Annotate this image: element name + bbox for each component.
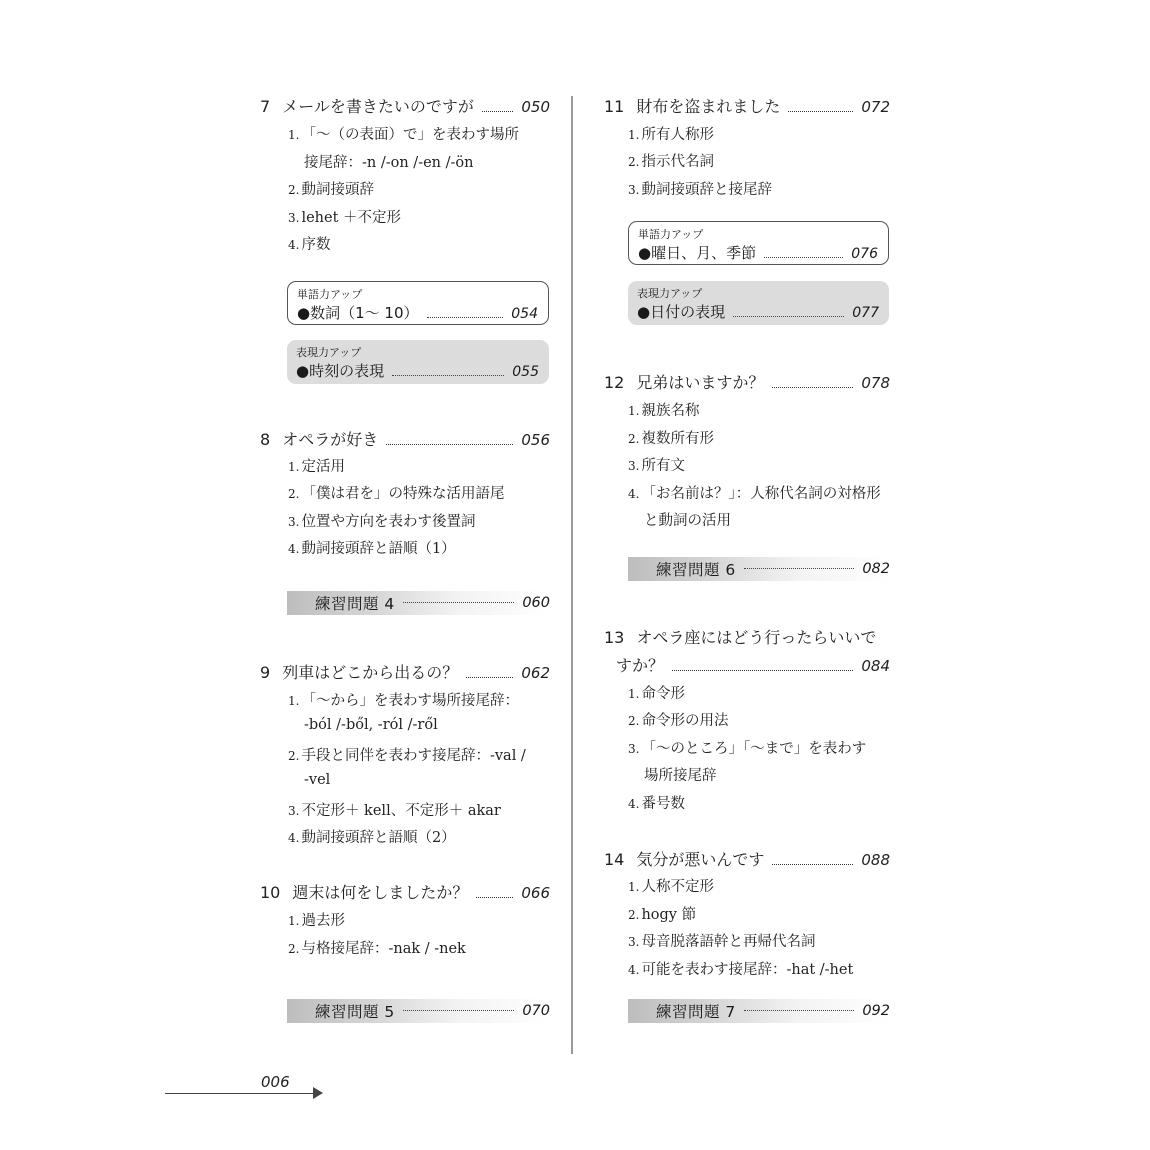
chapter-title: 気分が悪いんです	[636, 850, 765, 869]
list-item: 3. 動詞接頭辞と接尾辞	[628, 182, 772, 198]
page-ref: 066	[521, 884, 550, 902]
chapter-number: 11	[604, 97, 625, 116]
list-item: 2. 「僕は君を」の特殊な活用語尾	[288, 486, 505, 502]
list-item: 1. 過去形	[288, 913, 345, 929]
expression-box[interactable]	[628, 281, 889, 325]
chapter-number: 13	[604, 628, 625, 647]
chapter-number: 14	[604, 850, 625, 869]
exercise-label: 練習問題 6	[656, 561, 736, 579]
chapter-title: 列車はどこから出るの？	[282, 663, 459, 682]
page-ref: 050	[521, 98, 550, 116]
leader-dots	[764, 257, 843, 258]
leader-dots	[482, 111, 513, 112]
vocab-box[interactable]	[628, 221, 889, 265]
chapter-title: 財布を盗まれました	[636, 97, 781, 116]
list-item: 4. 「お名前は？」：人称代名詞の対格形	[628, 486, 881, 502]
list-item: 2. 動詞接頭辞	[288, 182, 374, 198]
chapter-title: オペラ座にはどう行ったらいいで	[636, 628, 877, 647]
page-ref: 054	[511, 306, 538, 322]
page-ref: 084	[861, 657, 890, 675]
chapter-title-continued: すか？	[616, 656, 665, 675]
page-ref: 082	[862, 561, 890, 577]
exercise-6[interactable]	[628, 557, 890, 581]
leader-dots	[386, 444, 513, 445]
list-item: 2. 指示代名詞	[628, 154, 714, 170]
box-title: ●日付の表現	[637, 303, 726, 321]
leader-dots	[772, 387, 853, 388]
list-item: 1. 人称不定形	[628, 879, 714, 895]
list-item: 3. lehet ＋不定形	[288, 210, 402, 226]
chapter-11-heading[interactable]	[604, 94, 890, 117]
list-item: 2. 命令形の用法	[628, 713, 729, 729]
box-label: 表現力アップ	[637, 287, 703, 300]
page-ref: 055	[512, 364, 539, 380]
exercise-5[interactable]	[287, 999, 550, 1023]
list-item: 2. 手段と同伴を表わす接尾辞：-val /	[288, 748, 526, 764]
list-item: 4. 番号数	[628, 796, 685, 812]
chapter-number: 9	[260, 663, 271, 682]
box-title: ●曜日、月、季節	[638, 244, 757, 262]
expression-box[interactable]	[287, 340, 549, 384]
list-item: 4. 可能を表わす接尾辞：-hat /-het	[628, 962, 854, 978]
leader-dots	[744, 1010, 855, 1011]
column-divider	[571, 96, 573, 1054]
page-ref: 088	[861, 851, 890, 869]
list-item: 1. 「～（の表面）で」を表わす場所	[288, 127, 519, 143]
chapter-7-heading[interactable]	[260, 94, 550, 117]
page-ref: 076	[851, 246, 878, 262]
leader-dots	[788, 111, 853, 112]
chapter-title: 週末は何をしましたか？	[292, 883, 469, 902]
leader-dots	[772, 864, 853, 865]
box-title: ●時刻の表現	[296, 362, 385, 380]
list-item: 3. 母音脱落語幹と再帰代名詞	[628, 934, 816, 950]
box-label: 表現力アップ	[296, 346, 362, 359]
exercise-label: 練習問題 7	[656, 1003, 736, 1021]
list-item: 4. 序数	[288, 237, 331, 253]
list-item: 3. 位置や方向を表わす後置詞	[288, 514, 476, 530]
list-item: 3. 「～のところ」「～まで」を表わす	[628, 741, 867, 757]
list-item-continued: -vel	[304, 772, 331, 788]
chapter-14-heading[interactable]	[604, 847, 890, 870]
leader-dots	[392, 375, 504, 376]
list-item-continued: -ból /-ből, -ról /-ről	[304, 717, 438, 733]
leader-dots	[476, 897, 513, 898]
page-ref: 092	[862, 1003, 890, 1019]
leader-dots	[427, 317, 504, 318]
page-ref: 072	[861, 98, 890, 116]
list-item: 1. 命令形	[628, 686, 685, 702]
list-item-continued: と動詞の活用	[644, 513, 731, 529]
list-item: 4. 動詞接頭辞と語順（1）	[288, 541, 456, 557]
leader-dots	[733, 316, 844, 317]
list-item-continued: 接尾辞：-n /-on /-en /-ön	[304, 155, 474, 171]
list-item: 2. 複数所有形	[628, 431, 714, 447]
page-ref: 077	[852, 305, 879, 321]
page-ref: 060	[522, 595, 550, 611]
footer-page-number: 006	[261, 1073, 290, 1091]
box-label: 単語力アップ	[638, 228, 704, 241]
page-ref: 056	[521, 431, 550, 449]
chapter-number: 8	[260, 430, 271, 449]
list-item: 1. 所有人称形	[628, 127, 714, 143]
chapter-number: 10	[260, 883, 281, 902]
exercise-label: 練習問題 5	[315, 1003, 395, 1021]
chapter-title: メールを書きたいのですが	[282, 97, 474, 116]
leader-dots	[403, 1010, 515, 1011]
footer-rule	[165, 1093, 315, 1094]
leader-dots	[466, 677, 513, 678]
list-item-continued: 場所接尾辞	[644, 768, 717, 784]
exercise-7[interactable]	[628, 999, 890, 1023]
leader-dots	[403, 602, 515, 603]
chapter-12-heading[interactable]	[604, 370, 890, 393]
chapter-number: 7	[260, 97, 271, 116]
list-item: 3. 所有文	[628, 458, 685, 474]
chapter-number: 12	[604, 373, 625, 392]
chapter-9-heading[interactable]	[260, 660, 550, 683]
list-item: 3. 不定形＋ kell、不定形＋ akar	[288, 803, 501, 819]
list-item: 4. 動詞接頭辞と語順（2）	[288, 830, 456, 846]
list-item: 2. hogy 節	[628, 907, 697, 923]
chapter-13-heading-continued[interactable]	[616, 653, 890, 676]
chapter-10-heading[interactable]	[260, 880, 550, 903]
chapter-13-heading[interactable]	[604, 625, 890, 648]
list-item: 2. 与格接尾辞：-nak / -nek	[288, 941, 466, 957]
chapter-title: 兄弟はいますか？	[636, 373, 765, 392]
exercise-4[interactable]	[287, 591, 550, 615]
vocab-box[interactable]	[287, 281, 549, 325]
leader-dots	[744, 568, 855, 569]
list-item: 1. 定活用	[288, 459, 345, 475]
box-title: ●数詞（1～ 10）	[297, 304, 419, 322]
page-ref: 078	[861, 374, 890, 392]
page-ref: 070	[522, 1003, 550, 1019]
chapter-title: オペラが好き	[282, 430, 379, 449]
chapter-8-heading[interactable]	[260, 427, 550, 450]
arrow-right-icon	[313, 1087, 323, 1099]
list-item: 1. 「～から」を表わす場所接尾辞：	[288, 693, 519, 709]
list-item: 1. 親族名称	[628, 403, 700, 419]
exercise-label: 練習問題 4	[315, 595, 395, 613]
leader-dots	[672, 670, 853, 671]
page-ref: 062	[521, 664, 550, 682]
box-label: 単語力アップ	[297, 288, 363, 301]
